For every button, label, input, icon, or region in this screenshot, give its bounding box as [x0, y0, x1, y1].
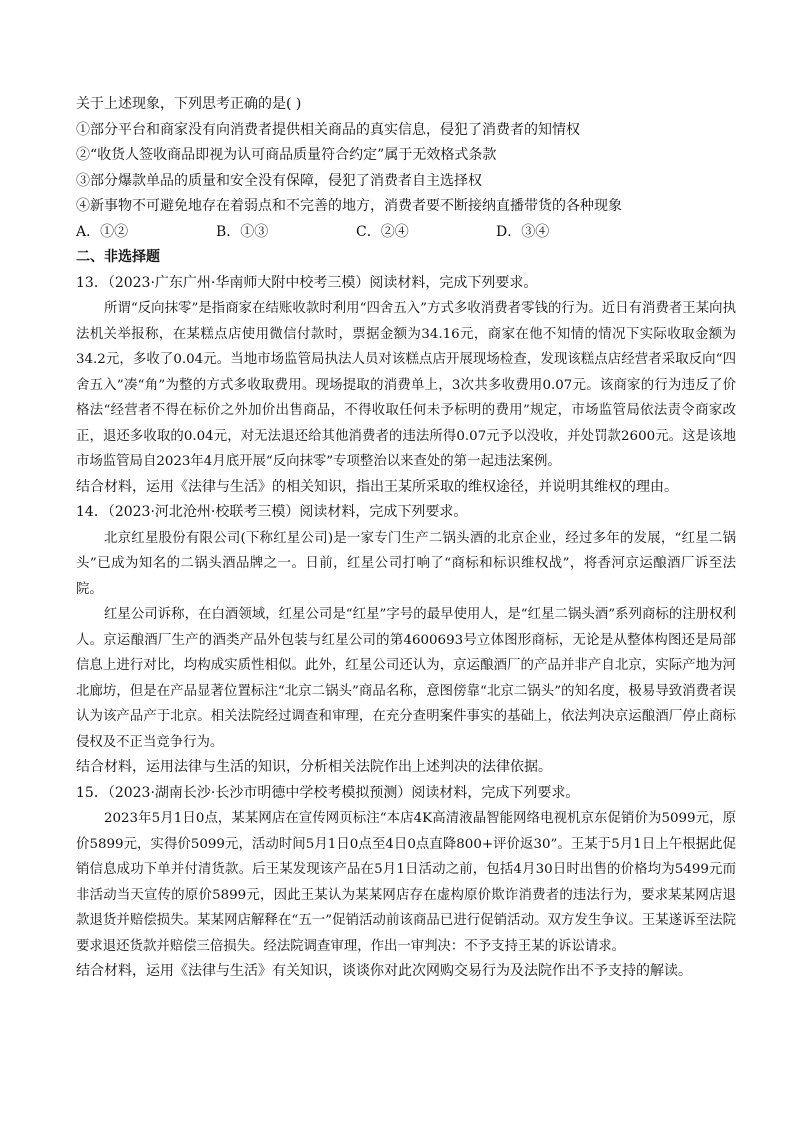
document-page	[76, 92, 736, 985]
question-15-task: 结合材料，运用《法律与生活》有关知识，谈谈你对此次网购交易行为及法院作出不予支持的解读。	[76, 963, 692, 979]
question-15-head: 15．（2023·湖南长沙·长沙市明德中学校考模拟预测）阅读材料，完成下列要求。	[76, 784, 580, 801]
option-c: C．②④	[356, 223, 409, 240]
section-title: 二、非选择题	[76, 249, 160, 265]
question-14-material-2: 红星公司诉称，在白酒领域，红星公司是“红星”字号的最早使用人，是“红星二锅头酒”系列商标的注册权利人。京运酿酒厂生产的酒类产品外包装与红星公司的第4600693号立体图形商标，无论是从整体构图还是局部信息上进行对比，均构成实质性相似。此外，红星公司还认为，京运酿酒厂的产品并非产自北京，实际产地为河北廊坊，但是在产品显著位置标注“北京二锅头”商品名称，意图傍靠“北京二锅头”的知名度，极易导致消费者误认为该产品产于北京。相关法院经过调查和审理，在充分查明案件事实的基础上，依法判决京运酿酒厂停止商标侵权及不正当竞争行为。	[76, 607, 736, 750]
question-13-task: 结合材料，运用《法律与生活》的相关知识，指出王某所采取的维权途径，并说明其维权的理由。	[76, 478, 678, 495]
question-13-head: 13．（2023·广东广州·华南师大附中校考三模）阅读材料，完成下列要求。	[76, 274, 538, 291]
option-d: D．③④	[496, 223, 550, 240]
question-stem: 关于上述现象，下列思考正确的是( )	[76, 96, 302, 112]
answer-options	[76, 220, 736, 246]
question-15-material: 2023年5月1日0点，某某网店在宣传网页标注“本店4K高清液晶智能网络电视机京东促销价为5099元，原价5899元，实得价5099元，活动时间5月1日0点至4日0点直降800+评价返30”。王某于5月1日上午根据此促销信息成功下单并付清货款。后王某发现该产品在5月1日活动之前，包括4月30日时出售的价格均为5499元而非活动当天宣传的原价5899元，因此王某认为某某网店存在虚构原价欺诈消费者的违法行为，要求某某网店退款退货并赔偿损失。某某网店解释在“五一”促销活动前该商品已进行促销活动。双方发生争议。王某遂诉至法院要求退还货款并赔偿三倍损失。经法院调查审理，作出一审判决：不予支持王某的诉讼请求。	[76, 811, 736, 954]
question-14-head: 14．（2023·河北沧州·校联考三模）阅读材料，完成下列要求。	[76, 504, 468, 520]
question-15	[76, 781, 736, 985]
statement-1: ①部分平台和商家没有向消费者提供相关商品的真实信息，侵犯了消费者的知情权	[76, 121, 580, 138]
statement-2: ②“收货人签收商品即视为认可商品质量符合约定”属于无效格式条款	[76, 147, 497, 163]
statement-3: ③部分爆款单品的质量和安全没有保障，侵犯了消费者自主选择权	[76, 172, 482, 189]
question-12	[76, 92, 736, 245]
question-13-material: 所谓“反向抹零”是指商家在结账收款时利用“四舍五入”方式多收消费者零钱的行为。近日有消费者王某向执法机关举报称，在某糕点店使用微信付款时，票据金额为34.16元，商家在他不知情的情况下实际收取金额为34.2元，多收了0.04元。当地市场监管局执法人员对该糕点店开展现场检查，发现该糕点店经营者采取反向“四舍五入”凑“角”为整的方式多收取费用。现场提取的消费单上，3次共多收费用0.07元。该商家的行为违反了价格法“经营者不得在标价之外加价出售商品，不得收取任何未予标明的费用”规定，市场监管局依法责令商家改正，退还多收取的0.04元，对无法退还给其他消费者的违法所得0.07元予以没收，并处罚款2600元。这是该地市场监管局自2023年4月底开展“反向抹零”专项整治以来查处的第一起违法案例。	[76, 301, 736, 469]
option-b: B．①③	[216, 223, 269, 240]
option-a: A．①②	[76, 223, 129, 240]
question-13	[76, 271, 736, 501]
question-14-task: 结合材料，运用法律与生活的知识，分析相关法院作出上述判决的法律依据。	[76, 759, 552, 775]
question-14	[76, 500, 736, 781]
statement-4: ④新事物不可避免地存在着弱点和不完善的地方，消费者要不断接纳直播带货的各种现象	[76, 198, 622, 214]
question-14-material-1: 北京红星股份有限公司(下称红星公司)是一家专门生产二锅头酒的北京企业，经过多年的发展，“红星二锅头”已成为知名的二锅头酒品牌之一。日前，红星公司打响了“商标和标识维权战”，将香河京运酿酒厂诉至法院。	[76, 530, 736, 597]
